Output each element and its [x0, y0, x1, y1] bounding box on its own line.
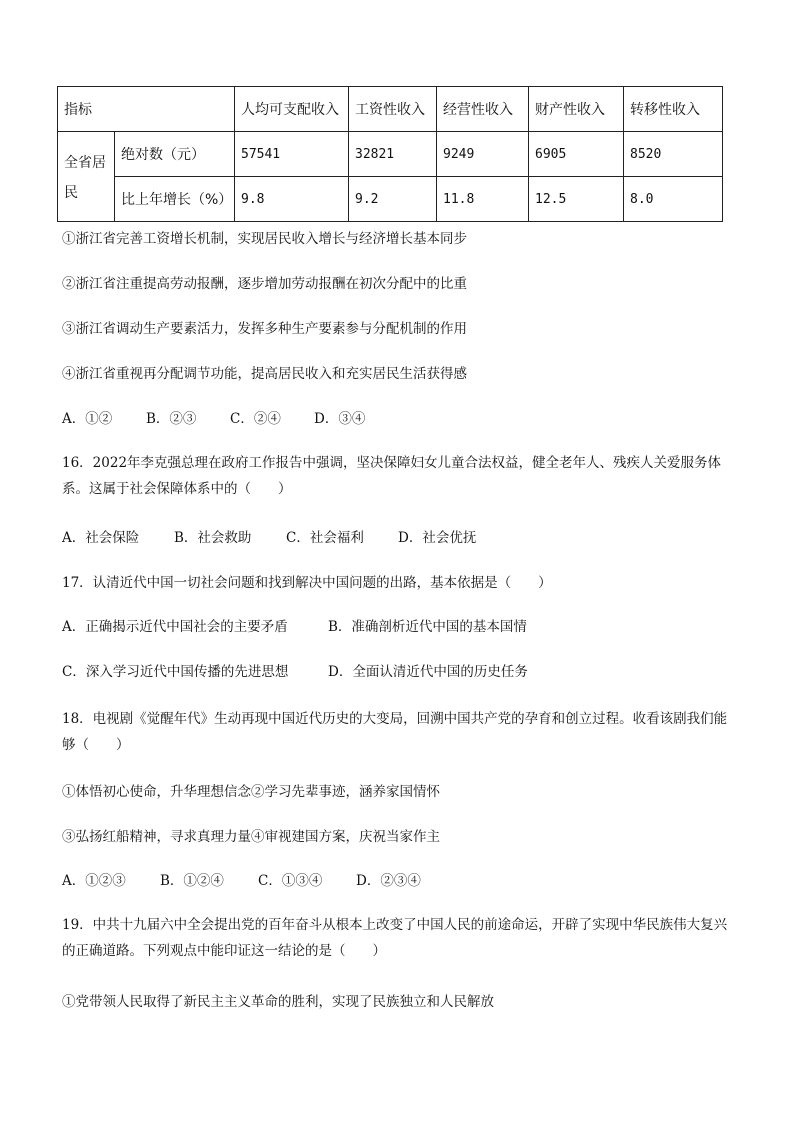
q15-statement-1: ①浙江省完善工资增长机制，实现居民收入增长与经济增长基本同步 [62, 231, 467, 247]
option-d[interactable]: D．②③④ [356, 873, 421, 889]
option-c[interactable]: C．①③④ [258, 873, 323, 889]
option-c[interactable]: C．深入学习近代中国传播的先进思想 [62, 664, 289, 680]
table-cell: 32821 [349, 132, 437, 177]
option-c[interactable]: C．社会福利 [286, 530, 364, 546]
table-header-cell: 财产性收入 [529, 87, 624, 132]
option-a[interactable]: A．社会保险 [62, 530, 140, 546]
table-cell: 11.8 [437, 177, 529, 222]
option-d[interactable]: D．全面认清近代中国的历史任务 [328, 664, 528, 680]
row-label-cell: 比上年增长（%） [115, 177, 235, 222]
table-cell: 12.5 [529, 177, 624, 222]
q15-options [62, 409, 365, 429]
table-header-row [58, 87, 723, 132]
group-label-cell: 全省居民 [58, 132, 115, 222]
table-cell: 9249 [437, 132, 529, 177]
q17-options-row-2 [62, 662, 528, 682]
q17-stem: 17．认清近代中国一切社会问题和找到解决中国问题的出路，基本依据是（ ） [62, 575, 552, 591]
table-header-cell: 转移性收入 [624, 87, 723, 132]
table-header-cell: 工资性收入 [349, 87, 437, 132]
table-row [58, 177, 723, 222]
q19-statement-1: ①党带领人民取得了新民主主义革命的胜利，实现了民族独立和人民解放 [62, 994, 494, 1010]
table-cell: 6905 [529, 132, 624, 177]
table-header-cell: 指标 [58, 87, 235, 132]
option-b[interactable]: B．①②④ [160, 873, 224, 889]
table-header-cell: 经营性收入 [437, 87, 529, 132]
q18-statements-3-4: ③弘扬红船精神，寻求真理力量④审视建国方案，庆祝当家作主 [62, 829, 440, 845]
option-a[interactable]: A．正确揭示近代中国社会的主要矛盾 [62, 619, 288, 635]
q19-stem: 19．中共十九届六中全会提出党的百年奋斗从根本上改变了中国人民的前途命运，开辟了实现中华民族伟大复兴的正确道路。下列观点中能印证这一结论的是（ ） [62, 917, 728, 959]
option-a[interactable]: A．①② [62, 411, 113, 427]
table-cell: 8520 [624, 132, 723, 177]
option-a[interactable]: A．①②③ [62, 873, 126, 889]
q16-options [62, 528, 476, 548]
table-cell: 9.2 [349, 177, 437, 222]
q18-statements-1-2: ①体悟初心使命，升华理想信念②学习先辈事迹，涵养家国情怀 [62, 784, 440, 800]
q18-stem: 18．电视剧《觉醒年代》生动再现中国近代历史的大变局，回溯中国共产党的孕育和创立过程。收看该剧我们能够（ ） [62, 711, 728, 753]
table-cell: 9.8 [235, 177, 349, 222]
option-b[interactable]: B．②③ [146, 411, 197, 427]
q15-statement-2: ②浙江省注重提高劳动报酬，逐步增加劳动报酬在初次分配中的比重 [62, 276, 467, 292]
row-label-cell: 绝对数（元） [115, 132, 235, 177]
table-cell: 8.0 [624, 177, 723, 222]
q15-statement-3: ③浙江省调动生产要素活力，发挥多种生产要素参与分配机制的作用 [62, 321, 467, 337]
table-row [58, 132, 723, 177]
q17-options-row-1 [62, 617, 527, 637]
option-b[interactable]: B．准确剖析近代中国的基本国情 [328, 619, 527, 635]
table-cell: 57541 [235, 132, 349, 177]
q16-stem: 16．2022年李克强总理在政府工作报告中强调，坚决保障妇女儿童合法权益，健全老年人、残疾人关爱服务体系。这属于社会保障体系中的（ ） [62, 455, 722, 497]
option-b[interactable]: B．社会救助 [174, 530, 252, 546]
income-table [57, 86, 723, 222]
q15-statement-4: ④浙江省重视再分配调节功能，提高居民收入和充实居民生活获得感 [62, 366, 467, 382]
option-d[interactable]: D．社会优抚 [398, 530, 477, 546]
q18-options [62, 871, 421, 891]
option-c[interactable]: C．②④ [230, 411, 281, 427]
option-d[interactable]: D．③④ [314, 411, 366, 427]
table-header-cell: 人均可支配收入 [235, 87, 349, 132]
